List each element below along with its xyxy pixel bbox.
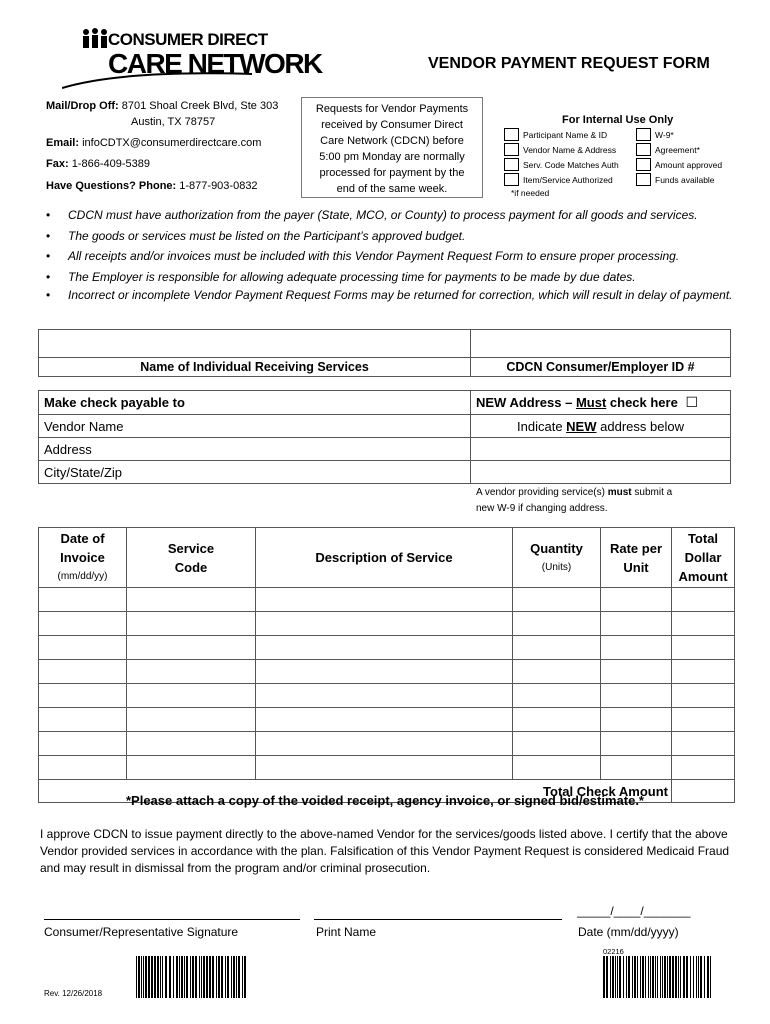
fax-label: Fax: xyxy=(46,158,69,170)
email-row xyxy=(46,137,261,149)
barcode-bar xyxy=(184,956,185,998)
instructions-list xyxy=(46,205,736,304)
barcode-bar xyxy=(693,956,694,998)
barcode-bar xyxy=(173,956,174,998)
form-code: 02216 xyxy=(603,947,624,956)
print-name-line[interactable] xyxy=(314,919,562,920)
w9-check[interactable] xyxy=(636,128,651,141)
internal-use-item: Funds available xyxy=(655,175,715,185)
barcode-bar xyxy=(238,956,240,998)
barcode-bar xyxy=(195,956,197,998)
internal-use-item: Participant Name & ID xyxy=(523,130,608,140)
amount-approved-check[interactable] xyxy=(636,158,651,171)
quantity-cell[interactable] xyxy=(513,732,601,756)
barcode-bar xyxy=(231,956,232,998)
barcode-bar xyxy=(606,956,608,998)
total-cell[interactable] xyxy=(672,708,735,732)
table-row xyxy=(39,708,735,732)
barcode-bar xyxy=(707,956,709,998)
barcode-bar xyxy=(680,956,681,998)
mail-address xyxy=(46,100,278,112)
vendor-name-field[interactable] xyxy=(39,415,471,438)
barcode-bar xyxy=(617,956,618,998)
rate-cell[interactable] xyxy=(601,660,672,684)
barcode-bar xyxy=(244,956,246,998)
services-header-row xyxy=(39,528,735,588)
table-row xyxy=(39,612,735,636)
rate-cell[interactable] xyxy=(601,756,672,780)
col-quantity: Quantity (Units) xyxy=(513,528,601,588)
list-item: • The Employer is responsible for allowing adequate processing time for payments to be made by due dates. xyxy=(46,269,636,284)
barcode-bar xyxy=(632,956,633,998)
mail-label: Mail/Drop Off: xyxy=(46,100,119,112)
barcode-bar xyxy=(216,956,217,998)
barcode-bar xyxy=(686,956,688,998)
barcode-bar xyxy=(619,956,621,998)
barcode-bar xyxy=(710,956,711,998)
email-label: Email: xyxy=(46,137,80,149)
logo-swoosh-icon xyxy=(62,72,262,90)
questions-label: Have Questions? Phone: xyxy=(46,180,177,192)
barcode-bar xyxy=(233,956,235,998)
barcode-bar xyxy=(655,956,656,998)
barcode-bar xyxy=(648,956,649,998)
logo-line-1: CONSUMER DIRECT xyxy=(108,30,268,49)
people-figures-icon xyxy=(82,28,108,50)
email-link[interactable]: infoCDTX@consumerdirectcare.com xyxy=(82,137,262,149)
date-cell[interactable] xyxy=(39,612,127,636)
participant-id-field[interactable] xyxy=(471,330,731,358)
list-item: • Incorrect or incomplete Vendor Payment Request Forms may be returned for correction, which will result in delay of payment. xyxy=(46,288,733,302)
table-row xyxy=(39,660,735,684)
participant-name-label: Name of Individual Receiving Services xyxy=(39,358,471,377)
rate-cell[interactable] xyxy=(601,636,672,660)
barcode-bar xyxy=(626,956,627,998)
signature-line[interactable] xyxy=(44,919,300,920)
date-cell[interactable] xyxy=(39,708,127,732)
barcode-bar xyxy=(169,956,171,998)
participant-table xyxy=(38,329,731,377)
barcode-bar xyxy=(690,956,691,998)
processing-notice xyxy=(301,97,483,198)
notice-line: end of the same week. xyxy=(336,183,448,195)
barcode-bar xyxy=(157,956,159,998)
barcode-bar xyxy=(206,956,208,998)
barcode-bar xyxy=(700,956,702,998)
phone-row xyxy=(46,180,258,192)
barcode-bar xyxy=(652,956,654,998)
indicate-new-address: Indicate NEW address below xyxy=(471,415,731,438)
vendor-check[interactable] xyxy=(504,143,519,156)
table-row xyxy=(39,684,735,708)
w9-note: A vendor providing service(s) must submit a new W-9 if changing address. xyxy=(476,487,673,514)
table-row xyxy=(39,756,735,780)
date-cell[interactable] xyxy=(39,756,127,780)
payable-label: Make check payable to xyxy=(39,391,471,415)
notice-line: Care Network (CDCN) before xyxy=(320,135,464,147)
barcode-bar xyxy=(181,956,183,998)
vendor-table xyxy=(38,390,731,484)
col-date-invoice: Date of Invoice (mm/dd/yy) xyxy=(39,528,127,588)
barcode-bar xyxy=(190,956,191,998)
barcode-bar xyxy=(201,956,202,998)
barcode-bar xyxy=(141,956,142,998)
barcode-bar xyxy=(669,956,671,998)
barcode-bar xyxy=(683,956,685,998)
col-description: Description of Service xyxy=(256,528,513,588)
list-item: • CDCN must have authorization from the payer (State, MCO, or County) to process payment for all goods and services. xyxy=(46,208,698,222)
date-cell[interactable] xyxy=(39,660,127,684)
internal-use-item: Agreement* xyxy=(655,145,700,155)
new-city-field[interactable] xyxy=(471,461,731,484)
description-cell[interactable] xyxy=(256,588,513,612)
code-cell[interactable] xyxy=(127,636,256,660)
approval-statement: I approve CDCN to issue payment directly to the above-named Vendor for the services/goods listed above. I certify that the above Vendor provided services in accordance with the plan. Falsification of this Vendor Payment Request is considered Medicaid Fraud and may result in dismissal from the program and/or criminal prosecution. xyxy=(40,827,730,875)
description-cell[interactable] xyxy=(256,732,513,756)
fax-number: 1-866-409-5389 xyxy=(71,158,150,170)
barcode-bar xyxy=(212,956,214,998)
revision-date: Rev. 12/26/2018 xyxy=(44,989,103,998)
barcode-bar xyxy=(165,956,167,998)
city-label: City/State/Zip xyxy=(44,464,123,480)
date-cell[interactable] xyxy=(39,636,127,660)
list-item: • All receipts and/or invoices must be included with this Vendor Payment Request Form to ensure proper processing. xyxy=(46,249,680,263)
barcode-bar xyxy=(662,956,663,998)
code-cell[interactable] xyxy=(127,612,256,636)
item-authorized-check[interactable] xyxy=(504,173,519,186)
fax-row xyxy=(46,158,150,170)
mail-line-2: Austin, TX 78757 xyxy=(131,116,216,128)
total-cell[interactable] xyxy=(672,756,735,780)
barcode-bar xyxy=(179,956,181,998)
barcode-bar xyxy=(698,956,699,998)
barcode-bar xyxy=(221,956,223,998)
barcode-bar xyxy=(148,956,150,998)
internal-use-title: For Internal Use Only xyxy=(562,114,674,126)
phone-number: 1-877-903-0832 xyxy=(179,180,258,192)
new-address-field[interactable] xyxy=(471,438,731,461)
rate-cell[interactable] xyxy=(601,708,672,732)
description-cell[interactable] xyxy=(256,636,513,660)
date-field[interactable]: _____/____/_______ xyxy=(577,904,691,918)
barcode-bar xyxy=(603,956,605,998)
barcode-bar xyxy=(667,956,668,998)
barcode-bar xyxy=(657,956,658,998)
barcode-bar xyxy=(199,956,200,998)
barcode-bar xyxy=(176,956,178,998)
barcode-bar xyxy=(209,956,211,998)
barcode-bar xyxy=(154,956,156,998)
barcode-bar xyxy=(678,956,679,998)
total-check-amount-label: Total Check Amount xyxy=(39,780,672,803)
mail-line-1: 8701 Shoal Creek Blvd, Ste 303 xyxy=(121,100,279,112)
services-table xyxy=(38,527,735,803)
barcode-bar xyxy=(672,956,674,998)
list-item: • The goods or services must be listed on the Participant’s approved budget. xyxy=(46,228,466,243)
quantity-cell[interactable] xyxy=(513,684,601,708)
rate-cell[interactable] xyxy=(601,612,672,636)
barcode-bar xyxy=(664,956,666,998)
barcode-bar xyxy=(696,956,697,998)
rate-cell[interactable] xyxy=(601,588,672,612)
notice-line: processed for payment by the xyxy=(319,167,465,179)
barcode-bar xyxy=(623,956,624,998)
table-row xyxy=(39,732,735,756)
attach-note: *Please attach a copy of the voided receipt, agency invoice, or signed bid/estimate.* xyxy=(125,793,644,808)
barcode-bar xyxy=(660,956,661,998)
barcode-bar xyxy=(136,956,137,998)
internal-use-item: Serv. Code Matches Auth xyxy=(523,160,619,170)
barcode-bar xyxy=(151,956,153,998)
barcode-bar xyxy=(675,956,677,998)
code-cell[interactable] xyxy=(127,756,256,780)
barcode-bar xyxy=(138,956,140,998)
notice-line: Requests for Vendor Payments xyxy=(315,103,469,115)
code-cell[interactable] xyxy=(127,684,256,708)
barcode-bar xyxy=(225,956,226,998)
code-cell[interactable] xyxy=(127,588,256,612)
col-service-code: Service Code xyxy=(127,528,256,588)
date-cell[interactable] xyxy=(39,588,127,612)
description-cell[interactable] xyxy=(256,612,513,636)
city-field[interactable] xyxy=(39,461,471,484)
form-title: VENDOR PAYMENT REQUEST FORM xyxy=(428,55,710,72)
barcode-bar xyxy=(145,956,147,998)
date-label: Date (mm/dd/yyyy) xyxy=(578,925,679,939)
total-cell[interactable] xyxy=(672,660,735,684)
barcode-bar xyxy=(628,956,630,998)
barcode-bar xyxy=(186,956,188,998)
total-cell[interactable] xyxy=(672,636,735,660)
internal-use-item: Vendor Name & Address xyxy=(523,145,617,155)
quantity-cell[interactable] xyxy=(513,660,601,684)
agreement-check[interactable] xyxy=(636,143,651,156)
table-row xyxy=(39,636,735,660)
barcode-left xyxy=(136,956,248,998)
participant-check[interactable] xyxy=(504,128,519,141)
barcode-right xyxy=(603,956,715,998)
participant-id-label: CDCN Consumer/Employer ID # xyxy=(471,358,731,377)
barcode-bar xyxy=(610,956,611,998)
barcode-bar xyxy=(162,956,163,998)
total-cell[interactable] xyxy=(672,732,735,756)
barcode-bar xyxy=(192,956,194,998)
quantity-cell[interactable] xyxy=(513,708,601,732)
table-row xyxy=(39,588,735,612)
barcode-bar xyxy=(242,956,243,998)
barcode-bar xyxy=(637,956,638,998)
barcode-bar xyxy=(236,956,238,998)
description-cell[interactable] xyxy=(256,684,513,708)
code-cell[interactable] xyxy=(127,732,256,756)
code-cell[interactable] xyxy=(127,708,256,732)
internal-use-item: W-9* xyxy=(655,130,674,140)
description-cell[interactable] xyxy=(256,756,513,780)
barcode-bar xyxy=(642,956,644,998)
vendor-name-label: Vendor Name xyxy=(44,418,124,434)
barcode-bar xyxy=(143,956,145,998)
logo-line-2: CARE NETWORK xyxy=(108,48,322,79)
signature-label: Consumer/Representative Signature xyxy=(44,925,239,939)
code-cell[interactable] xyxy=(127,660,256,684)
internal-use-item: Item/Service Authorized xyxy=(523,175,613,185)
funds-available-check[interactable] xyxy=(636,173,651,186)
date-cell[interactable] xyxy=(39,684,127,708)
date-cell[interactable] xyxy=(39,732,127,756)
barcode-bar xyxy=(704,956,705,998)
barcode-bar xyxy=(612,956,614,998)
quantity-cell[interactable] xyxy=(513,612,601,636)
cdcn-logo xyxy=(62,24,322,90)
serv-code-check[interactable] xyxy=(504,158,519,171)
barcode-bar xyxy=(203,956,205,998)
barcode-bar xyxy=(218,956,219,998)
barcode-bar xyxy=(634,956,636,998)
col-rate: Rate per Unit xyxy=(601,528,672,588)
rate-cell[interactable] xyxy=(601,684,672,708)
notice-line: 5:00 pm Monday are normally xyxy=(319,151,465,163)
participant-name-field[interactable] xyxy=(39,330,471,358)
new-address-cell: NEW Address – Must check here ☐ xyxy=(471,391,731,415)
address-field[interactable] xyxy=(39,438,471,461)
new-address-checkbox[interactable]: ☐ xyxy=(685,394,699,410)
barcode-bar xyxy=(160,956,161,998)
notice-line: received by Consumer Direct xyxy=(321,119,463,131)
quantity-cell[interactable] xyxy=(513,756,601,780)
print-name-label: Print Name xyxy=(316,925,377,939)
internal-use-item: Amount approved xyxy=(655,160,723,170)
description-cell[interactable] xyxy=(256,708,513,732)
rate-cell[interactable] xyxy=(601,732,672,756)
total-cell[interactable] xyxy=(672,588,735,612)
total-cell[interactable] xyxy=(672,684,735,708)
description-cell[interactable] xyxy=(256,660,513,684)
quantity-cell[interactable] xyxy=(513,588,601,612)
barcode-bar xyxy=(645,956,646,998)
address-label: Address xyxy=(44,441,92,457)
internal-use-footnote: *if needed xyxy=(511,188,550,198)
total-cell[interactable] xyxy=(672,612,735,636)
col-total: Total Dollar Amount xyxy=(672,528,735,588)
quantity-cell[interactable] xyxy=(513,636,601,660)
barcode-bar xyxy=(227,956,229,998)
barcode-bar xyxy=(640,956,641,998)
barcode-bar xyxy=(219,956,220,998)
barcode-bar xyxy=(650,956,651,998)
barcode-bar xyxy=(615,956,616,998)
